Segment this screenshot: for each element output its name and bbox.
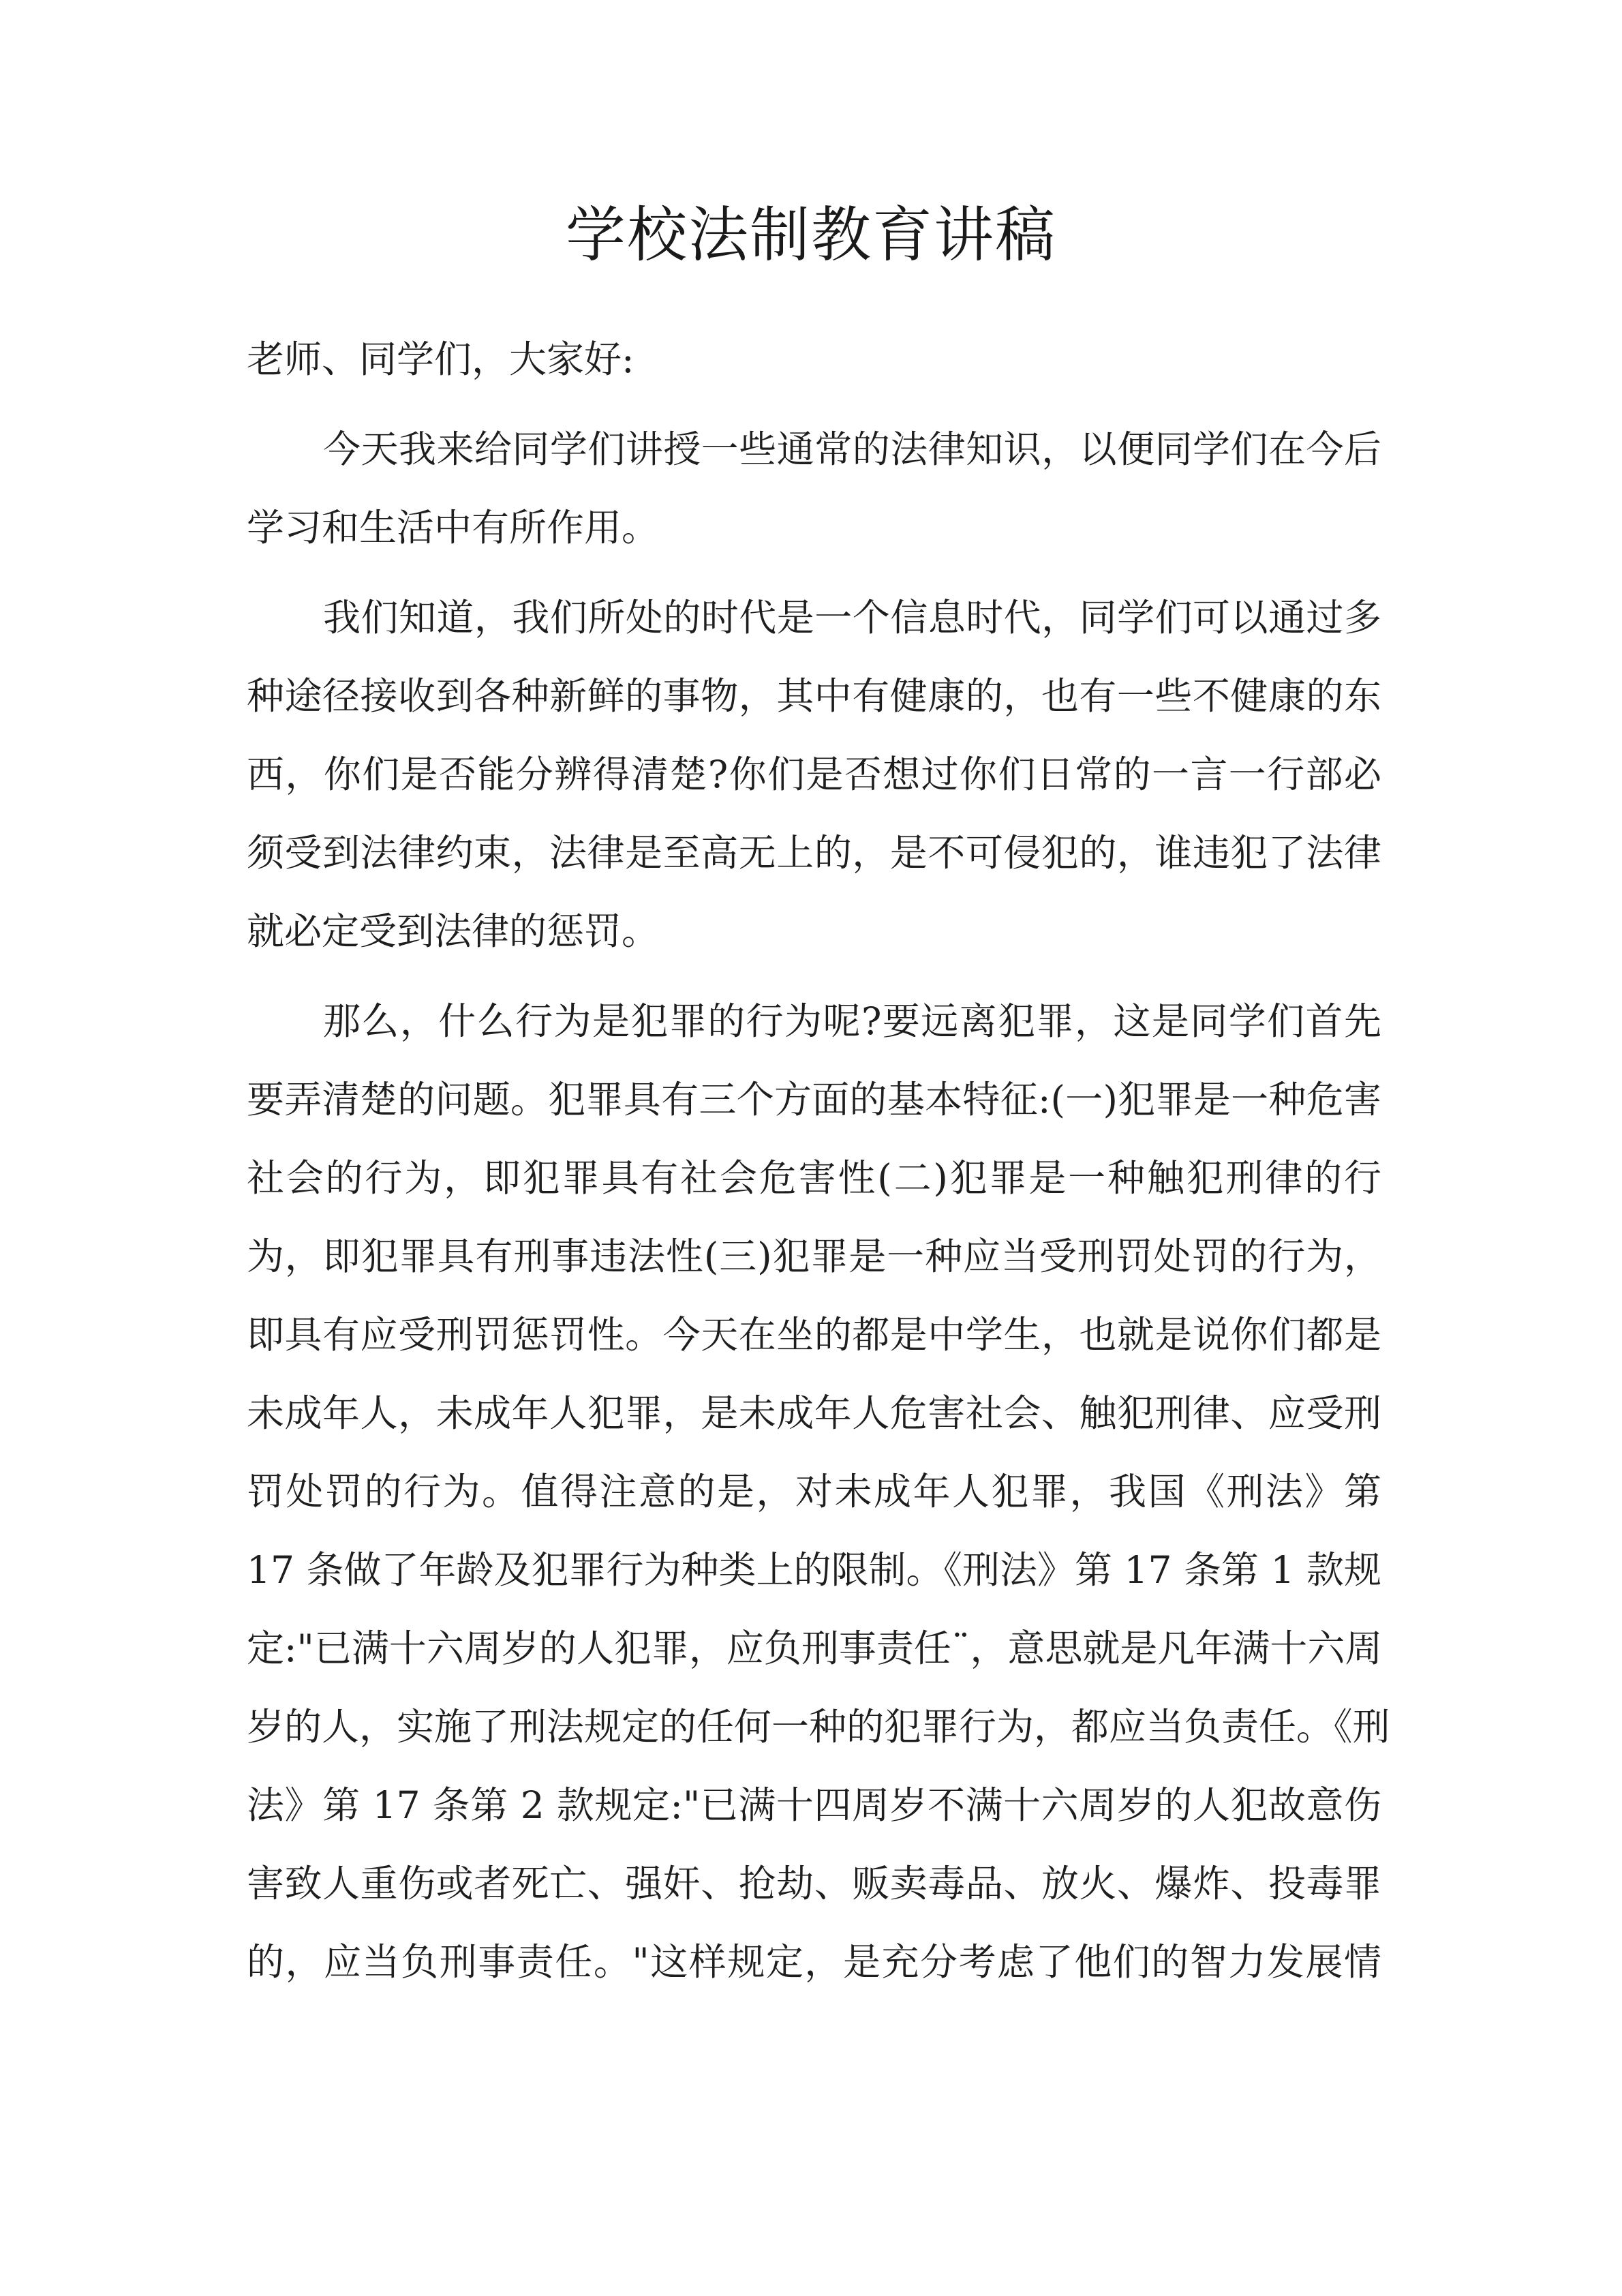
paragraph-line: 须受到法律约束，法律是至高无上的，是不可侵犯的，谁违犯了法律	[247, 831, 1381, 875]
paragraph-line: 即具有应受刑罚惩罚性。今天在坐的都是中学生，也就是说你们都是	[247, 1313, 1381, 1357]
paragraph-gap	[247, 971, 1381, 982]
paragraph-line: 要弄清楚的问题。犯罪具有三个方面的基本特征:(一)犯罪是一种危害	[247, 1078, 1381, 1121]
paragraph-gap	[247, 399, 1381, 410]
paragraph-line: 为，即犯罪具有刑事违法性(三)犯罪是一种应当受刑罚处罚的行为，	[247, 1235, 1381, 1278]
paragraph-line: 社会的行为，即犯罪具有社会危害性(二)犯罪是一种触犯刑律的行	[247, 1156, 1381, 1200]
paragraph-line: 学习和生活中有所作用。	[247, 506, 660, 549]
paragraph-line: 17 条做了年龄及犯罪行为种类上的限制。《刑法》第 17 条第 1 款规	[247, 1548, 1381, 1592]
paragraph-line: 岁的人，实施了刑法规定的任何一种的犯罪行为，都应当负责任。《刑	[247, 1705, 1390, 1749]
greeting-line: 老师、同学们，大家好:	[247, 337, 634, 381]
paragraph-3	[247, 982, 1390, 2002]
paragraph-line: 害致人重伤或者死亡、强奸、抢劫、贩卖毒品、放火、爆炸、投毒罪	[247, 1862, 1381, 1905]
paragraph-1	[247, 410, 1381, 567]
paragraph-2	[247, 579, 1381, 971]
paragraph-line: 就必定受到法律的惩罚。	[247, 909, 660, 953]
paragraph-line: 定:"已满十六周岁的人犯罪，应负刑事责任¨，意思就是凡年满十六周	[247, 1627, 1383, 1670]
paragraph-line: 我们知道，我们所处的时代是一个信息时代，同学们可以通过多	[323, 596, 1381, 639]
paragraph-line: 的，应当负刑事责任。"这样规定，是充分考虑了他们的智力发展情	[247, 1940, 1381, 1984]
document-body	[247, 320, 1390, 2002]
paragraph-line: 西，你们是否能分辨得清楚?你们是否想过你们日常的一言一行部必	[247, 753, 1381, 796]
paragraph-line: 未成年人，未成年人犯罪，是未成年人危害社会、触犯刑律、应受刑	[247, 1391, 1381, 1435]
paragraph-line: 今天我来给同学们讲授一些通常的法律知识，以便同学们在今后	[323, 427, 1381, 471]
paragraph-line: 法》第 17 条第 2 款规定:"已满十四周岁不满十六周岁的人犯故意伤	[247, 1783, 1381, 1827]
document-title: 学校法制教育讲稿	[565, 200, 1056, 270]
paragraph-line: 罚处罚的行为。值得注意的是，对未成年人犯罪，我国《刑法》第	[247, 1470, 1381, 1513]
paragraph-line: 种途径接收到各种新鲜的事物，其中有健康的，也有一些不健康的东	[247, 674, 1381, 718]
paragraph-gap	[247, 567, 1381, 579]
paragraph-line: 那么，什么行为是犯罪的行为呢?要远离犯罪，这是同学们首先	[323, 999, 1381, 1043]
